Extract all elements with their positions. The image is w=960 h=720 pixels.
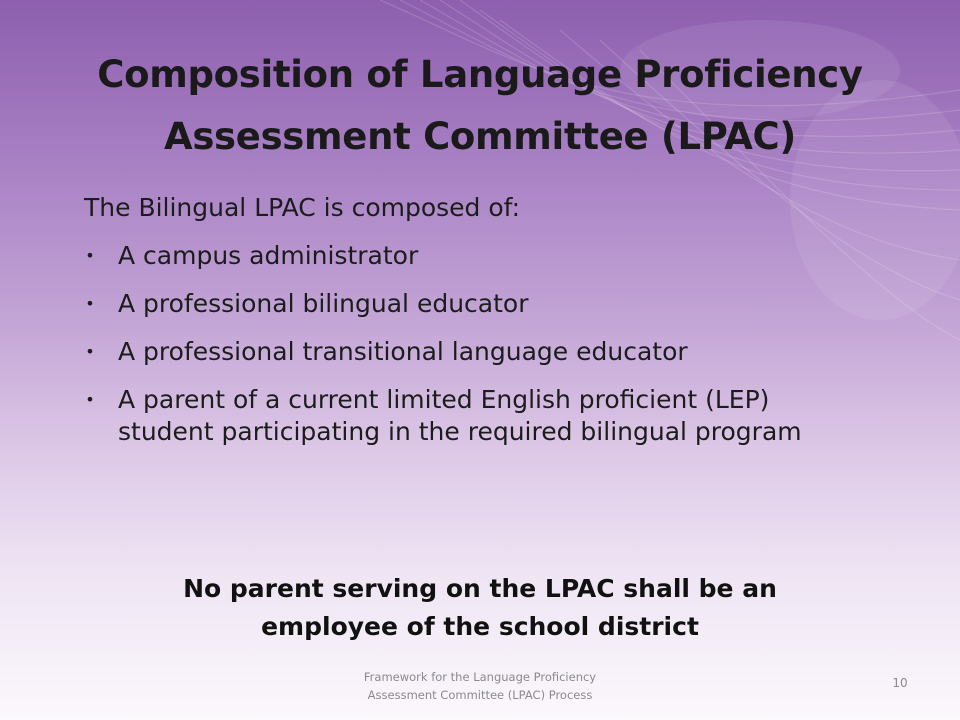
page-number: 10 (892, 676, 908, 690)
bullet-icon: • (85, 390, 95, 409)
bullet-icon: • (85, 342, 95, 361)
list-item (84, 288, 844, 320)
list-item (84, 336, 844, 368)
bullet-list (84, 240, 844, 448)
bullet-icon: • (85, 246, 95, 265)
slide-footer (300, 668, 660, 704)
footer-line-2: Assessment Committee (LPAC) Process (367, 688, 593, 702)
list-item-text: A professional transitional language educator (118, 337, 688, 366)
highlight-note-line-2: employee of the school district (261, 612, 699, 641)
slide-body (84, 192, 844, 464)
list-item-text: A parent of a current limited English proficient (LEP) student participating in the required bilingual program (118, 385, 802, 446)
list-item-text: A campus administrator (118, 241, 419, 270)
list-item (84, 240, 844, 272)
bullet-icon: • (85, 294, 95, 313)
slide-title-line-2: Assessment Committee (LPAC) (164, 115, 796, 158)
footer-line-1: Framework for the Language Proficiency (363, 670, 597, 684)
list-item (84, 384, 844, 448)
highlight-note-line-1: No parent serving on the LPAC shall be an (183, 574, 777, 603)
highlight-note (100, 570, 860, 646)
slide-title (40, 44, 920, 168)
slide-title-line-1: Composition of Language Proficiency (97, 53, 863, 96)
intro-text: The Bilingual LPAC is composed of: (84, 193, 520, 222)
list-item-text: A professional bilingual educator (118, 289, 529, 318)
